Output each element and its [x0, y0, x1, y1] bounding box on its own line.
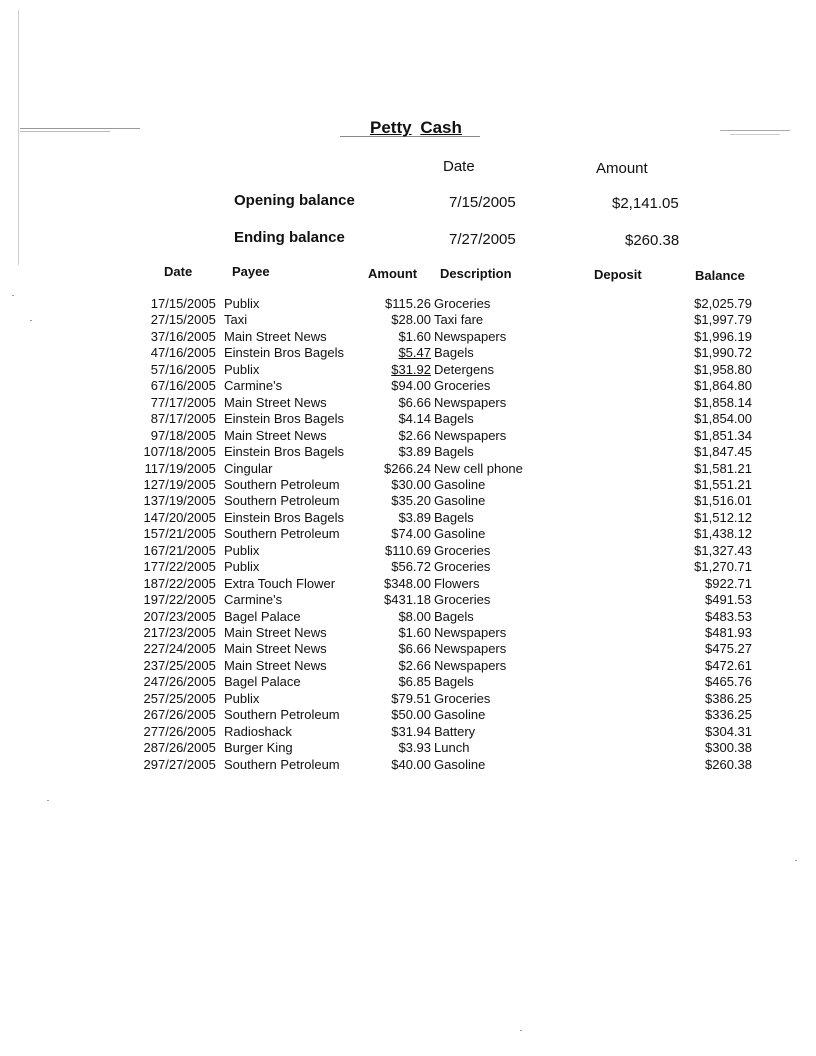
row-payee: Einstein Bros Bagels [224, 509, 344, 525]
table-row [0, 674, 816, 691]
row-date: 7/16/2005 [158, 345, 216, 361]
row-payee: Carmine's [224, 592, 283, 608]
row-amount: $31.94 [391, 723, 431, 739]
row-amount: $31.92 [391, 361, 431, 377]
opening-balance-label: Opening balance [234, 192, 355, 209]
row-balance: $475.27 [705, 641, 752, 657]
table-row [0, 740, 816, 757]
row-number: 21 [143, 625, 158, 640]
row-number: 12 [143, 476, 158, 492]
table-row [0, 559, 816, 576]
row-balance: $1,516.01 [694, 493, 752, 509]
row-payee: Southern Petroleum [224, 707, 340, 723]
row-number: 10 [143, 444, 158, 460]
table-row [0, 329, 816, 346]
row-amount: $6.66 [398, 394, 431, 410]
row-description: Groceries [434, 690, 491, 706]
column-header-payee: Payee [232, 264, 270, 279]
row-payee: Burger King [224, 740, 293, 756]
row-date: 7/17/2005 [158, 411, 216, 427]
row-amount: $40.00 [391, 756, 431, 772]
table-row [0, 428, 816, 445]
row-amount: $6.85 [398, 674, 431, 690]
row-balance: $472.61 [705, 657, 752, 673]
row-description: Gasoline [434, 707, 486, 723]
table-row [0, 444, 816, 461]
row-amount: $56.72 [391, 559, 431, 575]
row-amount: $28.00 [391, 312, 431, 328]
row-payee: Einstein Bros Bagels [224, 411, 344, 427]
column-header-deposit: Deposit [594, 267, 642, 282]
row-amount: $74.00 [391, 526, 431, 542]
row-payee: Bagel Palace [224, 608, 301, 624]
ending-balance-label: Ending balance [234, 229, 345, 246]
row-payee: Cingular [224, 460, 273, 476]
row-balance: $1,958.80 [694, 361, 752, 377]
row-description: Lunch [434, 740, 470, 756]
row-payee: Main Street News [224, 427, 327, 443]
row-balance: $1,854.00 [694, 411, 752, 427]
row-description: Battery [434, 723, 476, 739]
row-description: Bagels [434, 444, 474, 460]
row-amount: $431.18 [384, 592, 431, 608]
row-date: 7/26/2005 [158, 707, 216, 723]
table-row [0, 707, 816, 724]
row-payee: Main Street News [224, 641, 327, 657]
table-row [0, 526, 816, 543]
row-number: 19 [143, 592, 158, 608]
row-amount: $35.20 [391, 493, 431, 509]
row-date: 7/15/2005 [158, 296, 216, 311]
ending-balance-amount: $260.38 [625, 232, 680, 249]
row-date: 7/17/2005 [158, 394, 216, 410]
row-balance: $1,512.12 [694, 509, 752, 525]
row-payee: Main Street News [224, 657, 327, 673]
row-description: Detergens [434, 361, 494, 377]
table-row [0, 461, 816, 478]
page-title [370, 118, 462, 138]
scan-speck [47, 800, 49, 801]
row-date: 7/19/2005 [158, 476, 216, 492]
title-word-cash: Cash [420, 118, 462, 137]
row-balance: $1,864.80 [694, 378, 752, 394]
row-description: Newspapers [434, 328, 507, 344]
table-row [0, 609, 816, 626]
row-description: Bagels [434, 674, 474, 690]
row-amount: $50.00 [391, 707, 431, 723]
row-number: 27 [143, 723, 158, 739]
row-date: 7/26/2005 [158, 740, 216, 756]
column-header-description: Description [440, 266, 512, 281]
row-description: Gasoline [434, 756, 486, 772]
row-payee: Publix [224, 361, 260, 377]
row-description: Bagels [434, 608, 474, 624]
row-amount: $2.66 [398, 657, 431, 673]
row-payee: Bagel Palace [224, 674, 301, 690]
row-description: Newspapers [434, 657, 507, 673]
row-payee: Main Street News [224, 328, 327, 344]
row-number: 13 [143, 493, 158, 509]
scan-artifact-edge [18, 10, 19, 265]
table-row [0, 625, 816, 642]
row-amount: $1.60 [398, 625, 431, 640]
row-date: 7/16/2005 [158, 378, 216, 394]
row-balance: $300.38 [705, 740, 752, 756]
row-balance: $260.38 [705, 756, 752, 772]
row-date: 7/22/2005 [158, 559, 216, 575]
scan-speck [520, 1030, 522, 1031]
row-balance: $922.71 [705, 575, 752, 591]
table-row [0, 641, 816, 658]
row-balance: $386.25 [705, 690, 752, 706]
row-payee: Extra Touch Flower [224, 575, 336, 591]
row-balance: $1,997.79 [694, 312, 752, 328]
row-number: 25 [143, 690, 158, 706]
table-row [0, 411, 816, 428]
row-balance: $465.76 [705, 674, 752, 690]
row-balance: $2,025.79 [694, 296, 752, 311]
row-amount: $6.66 [398, 641, 431, 657]
row-amount: $1.60 [398, 328, 431, 344]
row-date: 7/25/2005 [158, 690, 216, 706]
row-date: 7/21/2005 [158, 526, 216, 542]
row-amount: $5.47 [398, 345, 431, 361]
row-date: 7/23/2005 [158, 608, 216, 624]
row-number: 6 [150, 378, 158, 394]
row-date: 7/16/2005 [158, 328, 216, 344]
table-row [0, 493, 816, 510]
row-number: 15 [143, 526, 158, 542]
row-payee: Southern Petroleum [224, 476, 340, 492]
table-row [0, 510, 816, 527]
row-description: Groceries [434, 542, 491, 558]
ending-balance-date: 7/27/2005 [449, 231, 516, 248]
column-header-amount: Amount [368, 266, 418, 281]
row-balance: $1,327.43 [694, 542, 752, 558]
scan-artifact-line [20, 131, 110, 132]
row-description: Gasoline [434, 493, 486, 509]
row-balance: $1,990.72 [694, 345, 752, 361]
scan-artifact-line [730, 134, 780, 135]
row-date: 7/20/2005 [158, 509, 216, 525]
row-description: Groceries [434, 296, 491, 311]
row-date: 7/23/2005 [158, 625, 216, 640]
row-number: 26 [143, 707, 158, 723]
row-description: New cell phone [434, 460, 523, 476]
row-number: 16 [143, 542, 158, 558]
row-amount: $4.14 [398, 411, 431, 427]
row-number: 14 [143, 509, 158, 525]
row-payee: Southern Petroleum [224, 493, 340, 509]
scan-artifact-line [720, 130, 790, 131]
row-balance: $1,851.34 [694, 427, 752, 443]
row-balance: $1,581.21 [694, 460, 752, 476]
table-row [0, 395, 816, 412]
row-payee: Publix [224, 296, 260, 311]
row-number: 29 [143, 756, 158, 772]
row-description: Groceries [434, 592, 491, 608]
table-row [0, 757, 816, 774]
row-description: Gasoline [434, 476, 486, 492]
row-description: Bagels [434, 411, 474, 427]
row-description: Newspapers [434, 625, 507, 640]
row-amount: $79.51 [391, 690, 431, 706]
row-amount: $2.66 [398, 427, 431, 443]
row-date: 7/22/2005 [158, 575, 216, 591]
row-balance: $336.25 [705, 707, 752, 723]
row-date: 7/22/2005 [158, 592, 216, 608]
row-balance: $1,847.45 [694, 444, 752, 460]
row-date: 7/26/2005 [158, 674, 216, 690]
row-number: 28 [143, 740, 158, 756]
row-balance: $483.53 [705, 608, 752, 624]
row-number: 1 [150, 296, 158, 311]
opening-balance-date: 7/15/2005 [449, 194, 516, 211]
row-date: 7/25/2005 [158, 657, 216, 673]
row-payee: Main Street News [224, 625, 327, 640]
row-description: Newspapers [434, 427, 507, 443]
row-balance: $491.53 [705, 592, 752, 608]
row-amount: $266.24 [384, 460, 431, 476]
table-row [0, 477, 816, 494]
row-balance: $1,438.12 [694, 526, 752, 542]
summary-amount-header: Amount [596, 160, 648, 177]
row-number: 17 [143, 559, 158, 575]
row-date: 7/18/2005 [158, 444, 216, 460]
row-amount: $94.00 [391, 378, 431, 394]
row-number: 3 [150, 328, 158, 344]
table-row [0, 543, 816, 560]
row-description: Bagels [434, 345, 474, 361]
row-number: 7 [150, 394, 158, 410]
row-number: 5 [150, 361, 158, 377]
table-row [0, 576, 816, 593]
row-number: 2 [150, 312, 158, 328]
row-payee: Southern Petroleum [224, 526, 340, 542]
row-description: Bagels [434, 509, 474, 525]
row-amount: $8.00 [398, 608, 431, 624]
row-number: 9 [150, 427, 158, 443]
table-row [0, 592, 816, 609]
row-amount: $30.00 [391, 476, 431, 492]
scan-artifact-line [20, 128, 140, 129]
row-date: 7/24/2005 [158, 641, 216, 657]
row-number: 8 [150, 411, 158, 427]
row-amount: $115.26 [384, 296, 431, 311]
row-number: 24 [143, 674, 158, 690]
row-date: 7/15/2005 [158, 312, 216, 328]
table-row [0, 362, 816, 379]
row-description: Groceries [434, 559, 491, 575]
column-header-balance: Balance [695, 268, 745, 283]
row-number: 22 [143, 641, 158, 657]
row-payee: Einstein Bros Bagels [224, 444, 344, 460]
row-description: Newspapers [434, 394, 507, 410]
row-date: 7/19/2005 [158, 460, 216, 476]
row-date: 7/16/2005 [158, 361, 216, 377]
row-date: 7/26/2005 [158, 723, 216, 739]
column-header-date: Date [164, 264, 193, 279]
row-date: 7/21/2005 [158, 542, 216, 558]
row-payee: Radioshack [224, 723, 292, 739]
row-payee: Taxi [224, 312, 248, 328]
table-row [0, 345, 816, 362]
row-payee: Carmine's [224, 378, 283, 394]
table-row [0, 691, 816, 708]
scan-speck [795, 860, 797, 861]
title-word-petty: Petty [370, 118, 412, 137]
row-payee: Publix [224, 542, 260, 558]
row-amount: $3.93 [398, 740, 431, 756]
row-description: Flowers [434, 575, 480, 591]
row-payee: Publix [224, 559, 260, 575]
row-payee: Southern Petroleum [224, 756, 340, 772]
table-row [0, 378, 816, 395]
row-description: Taxi fare [434, 312, 484, 328]
row-number: 20 [143, 608, 158, 624]
table-row [0, 312, 816, 329]
table-row [0, 658, 816, 675]
table-row [0, 724, 816, 741]
row-description: Gasoline [434, 526, 486, 542]
row-balance: $481.93 [705, 625, 752, 640]
row-amount: $3.89 [398, 509, 431, 525]
row-date: 7/19/2005 [158, 493, 216, 509]
row-balance: $304.31 [705, 723, 752, 739]
row-number: 11 [144, 460, 158, 476]
row-description: Newspapers [434, 641, 507, 657]
row-date: 7/18/2005 [158, 427, 216, 443]
row-payee: Publix [224, 690, 260, 706]
row-payee: Einstein Bros Bagels [224, 345, 344, 361]
row-amount: $348.00 [384, 575, 431, 591]
row-balance: $1,270.71 [694, 559, 752, 575]
row-balance: $1,996.19 [694, 328, 752, 344]
row-amount: $3.89 [398, 444, 431, 460]
row-number: 18 [143, 575, 158, 591]
row-balance: $1,551.21 [694, 476, 752, 492]
row-number: 4 [150, 345, 158, 361]
row-description: Groceries [434, 378, 491, 394]
row-amount: $110.69 [384, 542, 431, 558]
row-balance: $1,858.14 [694, 394, 752, 410]
table-row [0, 296, 816, 313]
summary-date-header: Date [443, 158, 475, 175]
row-date: 7/27/2005 [158, 756, 216, 772]
row-number: 23 [143, 657, 158, 673]
opening-balance-amount: $2,141.05 [612, 195, 679, 212]
row-payee: Main Street News [224, 394, 327, 410]
